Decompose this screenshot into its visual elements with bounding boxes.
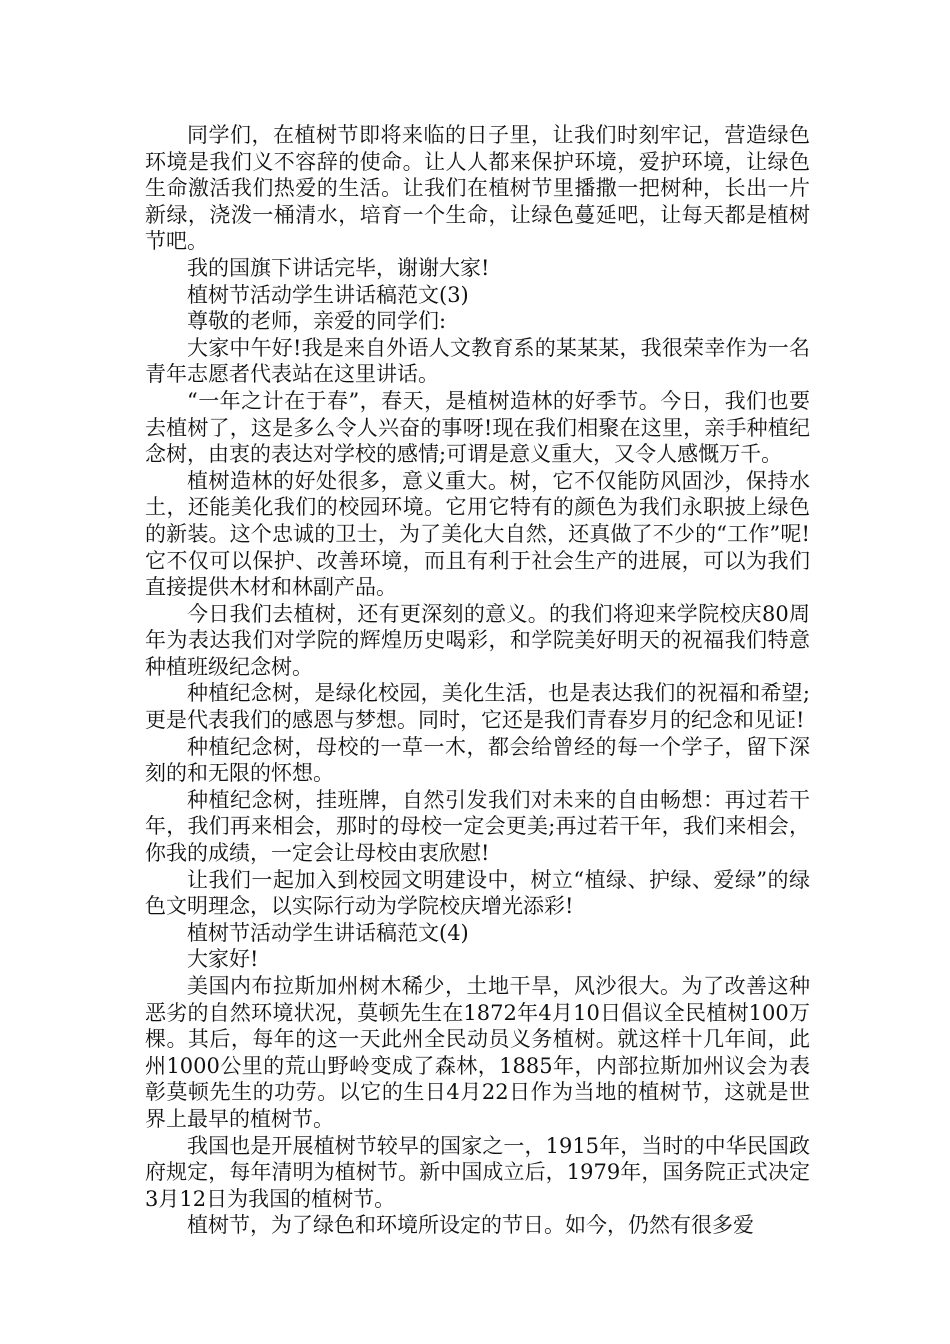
- paragraph: 种植纪念树，是绿化校园，美化生活，也是表达我们的祝福和希望;更是代表我们的感恩与梦想。同时，它还是我们青春岁月的纪念和见证!: [145, 681, 810, 733]
- paragraph: 我国也是开展植树节较早的国家之一，1915年，当时的中华民国政府规定，每年清明为植树节。新中国成立后，1979年，国务院正式决定3月12日为我国的植树节。: [145, 1133, 810, 1211]
- paragraph: 种植纪念树，挂班牌，自然引发我们对未来的自由畅想：再过若干年，我们再来相会，那时的母校一定会更美;再过若干年，我们来相会，你我的成绩，一定会让母校由衷欣慰!: [145, 787, 810, 866]
- paragraph: 同学们，在植树节即将来临的日子里，让我们时刻牢记，营造绿色环境是我们义不容辞的使命。让人人都来保护环境，爱护环境，让绿色生命激活我们热爱的生活。让我们在植树节里播撒一把树种，长出一片新绿，浇泼一桶清水，培育一个生命，让绿色蔓延吧，让每天都是植树节吧。: [145, 123, 810, 254]
- salutation: 尊敬的老师，亲爱的同学们:: [187, 309, 447, 334]
- section-heading: 植树节活动学生讲话稿范文(3): [187, 282, 469, 307]
- section-heading: 植树节活动学生讲话稿范文(4): [187, 920, 469, 945]
- paragraph: 种植纪念树，母校的一草一木，都会给曾经的每一个学子，留下深刻的和无限的怀想。: [145, 734, 810, 786]
- paragraph: 让我们一起加入到校园文明建设中，树立“植绿、护绿、爱绿”的绿色文明理念，以实际行动为学院校庆增光添彩!: [145, 867, 810, 919]
- closing-line: 我的国旗下讲话完毕，谢谢大家!: [187, 255, 490, 280]
- paragraph: 植树造林的好处很多，意义重大。树，它不仅能防风固沙，保持水土，还能美化我们的校园环境。它用它特有的颜色为我们永职披上绿色的新装。这个忠诚的卫士，为了美化大自然，还真做了不少的“工作”呢!它不仅可以保护、改善环境，而且有利于社会生产的进展，可以为我们直接提供木材和林副产品。: [145, 468, 810, 600]
- paragraph: “一年之计在于春”，春天，是植树造林的好季节。今日，我们也要去植树了，这是多么令人兴奋的事呀!现在我们相聚在这里，亲手种植纪念树，由衷的表达对学校的感情;可谓是意义重大，又令人感慨万千。: [145, 388, 810, 467]
- salutation: 大家好!: [187, 947, 259, 972]
- paragraph: 美国内布拉斯加州树木稀少，土地干旱，风沙很大。为了改善这种恶劣的自然环境状况，莫顿先生在1872年4月10日倡议全民植树100万棵。其后，每年的这一天此州全民动员义务植树。就这样十几年间，此州1000公里的荒山野岭变成了森林，1885年，内部拉斯加州议会为表彰莫顿先生的功劳。以它的生日4月22日作为当地的植树节，这就是世界上最早的植树节。: [145, 974, 810, 1131]
- paragraph: 植树节，为了绿色和环境所设定的节日。如今，仍然有很多爱: [187, 1213, 754, 1238]
- document-body: [145, 122, 810, 1239]
- paragraph: 今日我们去植树，还有更深刻的意义。的我们将迎来学院校庆80周年为表达我们对学院的辉煌历史喝彩，和学院美好明天的祝福我们特意种植班级纪念树。: [145, 601, 810, 679]
- paragraph: 大家中午好!我是来自外语人文教育系的某某某，我很荣幸作为一名青年志愿者代表站在这里讲话。: [145, 335, 810, 387]
